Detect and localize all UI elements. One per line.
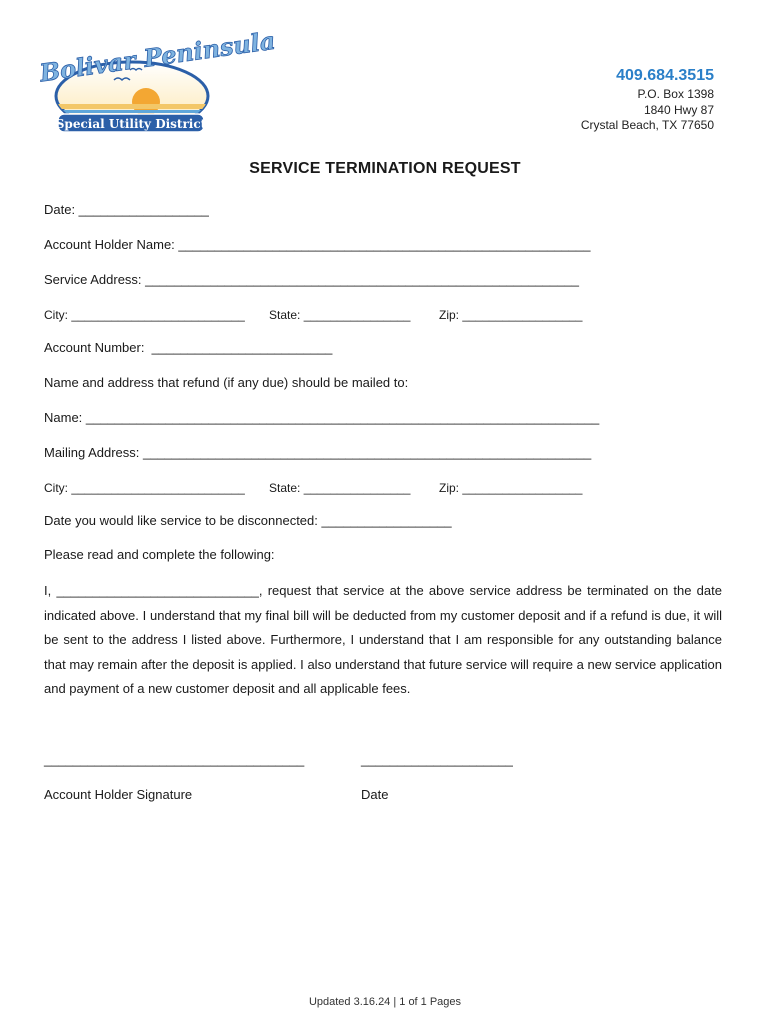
address-line-2: 1840 Hwy 87 — [643, 102, 714, 117]
service-city-field[interactable]: City: __________________________ — [44, 308, 245, 322]
page-footer: Updated 3.16.24 | 1 of 1 Pages — [308, 996, 462, 1008]
service-zip-field[interactable]: Zip: __________________ — [439, 308, 583, 322]
refund-name-field[interactable]: Name: _______________________________________________________________________ — [44, 410, 600, 425]
account-holder-name-field[interactable]: Account Holder Name: _________________________________________________________ — [44, 237, 591, 252]
contact-block — [581, 66, 714, 134]
mailing-city-field[interactable]: City: __________________________ — [44, 481, 245, 495]
service-state-field[interactable]: State: ________________ — [269, 308, 411, 322]
signature-date-label: Date — [361, 787, 389, 802]
refund-instruction: Name and address that refund (if any due) should be mailed to: — [44, 375, 409, 390]
date-field[interactable]: Date: __________________ — [44, 202, 209, 217]
signature-label: Account Holder Signature — [44, 787, 193, 802]
mailing-state-field[interactable]: State: ________________ — [269, 481, 411, 495]
logo-top-text: Bolivar Peninsula — [37, 25, 277, 88]
account-number-field[interactable]: Account Number: _________________________ — [44, 340, 333, 355]
signature-date-line[interactable]: _____________________ — [361, 752, 513, 767]
logo-banner-text: Special Utility District — [55, 117, 207, 131]
phone-number: 409.684.3515 — [616, 67, 714, 84]
disconnect-date-field[interactable]: Date you would like service to be disconnected: __________________ — [44, 513, 452, 528]
address-line-1: P.O. Box 1398 — [637, 87, 714, 101]
mailing-zip-field[interactable]: Zip: __________________ — [439, 481, 583, 495]
signature-line[interactable]: ____________________________________ — [44, 752, 305, 767]
logo-graphic — [34, 25, 277, 136]
mailing-address-field[interactable]: Mailing Address: ______________________________________________________________ — [44, 445, 592, 460]
termination-statement: I, ____________________________, request that service at the above service address be terminated on the date indicated above. I understand that my final bill will be deducted from my customer deposit and if a refund is due, it will be sent to the address I listed above. Furthermore, I understand that I am responsible for any outstanding balance that may remain after the deposit is applied. I also understand that future service will require a new service application and payment of a new customer deposit and all applicable fees. — [44, 583, 722, 697]
document-title: SERVICE TERMINATION REQUEST — [249, 160, 521, 177]
district-logo — [34, 25, 277, 136]
service-address-field[interactable]: Service Address: ____________________________________________________________ — [44, 272, 579, 287]
address-line-3: Crystal Beach, TX 77650 — [580, 118, 714, 132]
please-read-label: Please read and complete the following: — [44, 547, 275, 562]
